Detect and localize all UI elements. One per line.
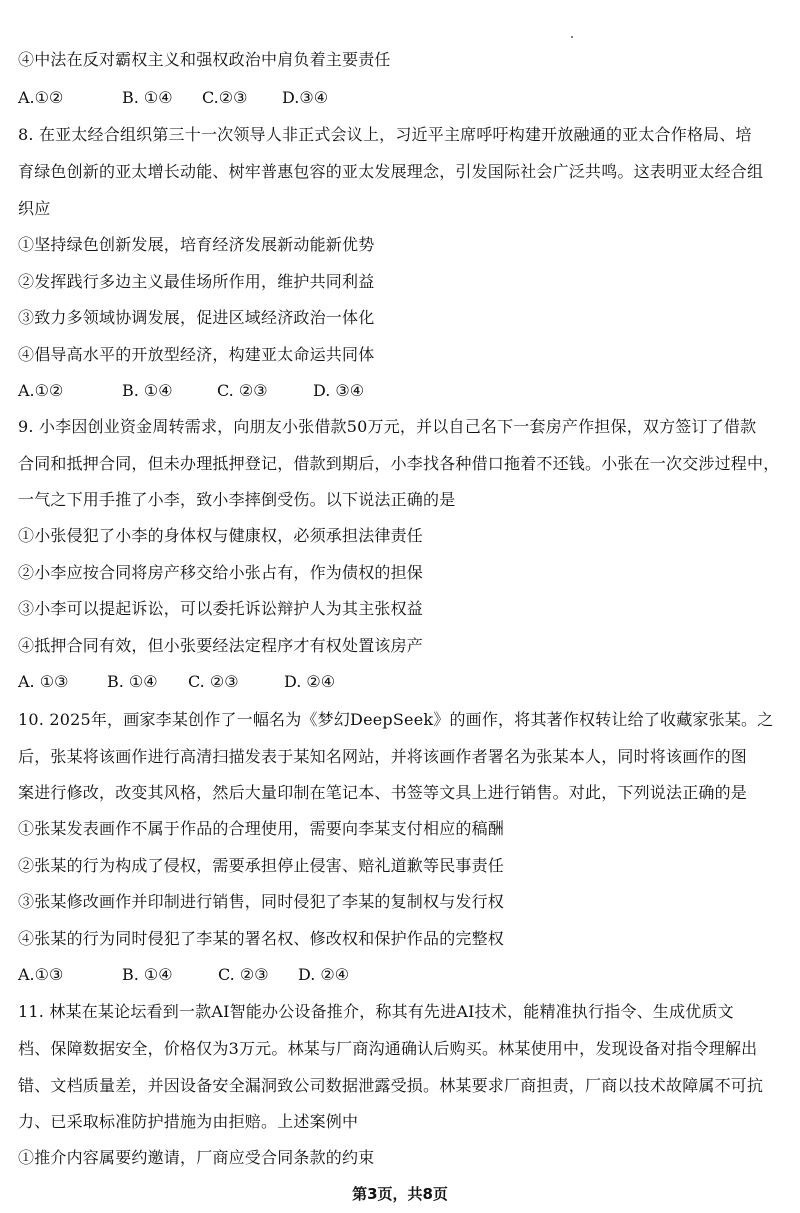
page-number-footer: 第3页，共8页 (352, 1185, 448, 1203)
q9-statement-4: ④抵押合同有效，但小张要经法定程序才有权处置该房产 (18, 636, 424, 655)
q10-option-c: C. ②③ (218, 965, 269, 984)
q11-stem-line-4: 力、已采取标准防护措施为由拒赔。上述案例中 (18, 1112, 359, 1131)
q11-statement-1: ①推介内容属要约邀请，厂商应受合同条款的约束 (18, 1148, 375, 1167)
q7-option-c: C.②③ (202, 88, 248, 107)
q9-statement-1: ①小张侵犯了小李的身体权与健康权，必须承担法律责任 (18, 526, 424, 545)
q11-stem-line-1: 11. 林某在某论坛看到一款AI智能办公设备推介，称其有先进AI技术，能精准执行指令、生成优质文 (18, 1002, 734, 1021)
q8-stem-line-3: 织应 (18, 199, 51, 218)
q10-statement-4: ④张某的行为同时侵犯了李某的署名权、修改权和保护作品的完整权 (18, 929, 505, 948)
q8-stem-line-2: 育绿色创新的亚太增长动能、树牢普惠包容的亚太发展理念，引发国际社会广泛共鸣。这表明亚太经合组 (18, 162, 764, 181)
q10-statement-2: ②张某的行为构成了侵权，需要承担停止侵害、赔礼道歉等民事责任 (18, 856, 505, 875)
q8-statement-1: ①坚持绿色创新发展，培育经济发展新动能新优势 (18, 235, 375, 254)
q9-statement-2: ②小李应按合同将房产移交给小张占有，作为债权的担保 (18, 563, 424, 582)
q10-stem-line-2: 后，张某将该画作进行高清扫描发表于某知名网站，并将该画作者署名为张某本人，同时将该画作的图 (18, 747, 748, 766)
q11-stem-line-2: 档、保障数据安全，价格仅为3万元。林某与厂商沟通确认后购买。林某使用中，发现设备对指令理解出 (18, 1039, 758, 1058)
q9-option-b: B. ①④ (107, 672, 158, 691)
q9-option-d: D. ②④ (284, 672, 336, 691)
q8-option-c: C. ②③ (217, 381, 268, 400)
scan-speck (571, 36, 573, 38)
q8-stem-line-1: 8. 在亚太经合组织第三十一次领导人非正式会议上，习近平主席呼吁构建开放融通的亚太合作格局、培 (18, 125, 752, 144)
q8-option-b: B. ①④ (122, 381, 173, 400)
q7-option-d: D.③④ (282, 88, 329, 107)
q8-statement-4: ④倡导高水平的开放型经济，构建亚太命运共同体 (18, 345, 375, 364)
q8-option-a: A.①② (18, 381, 64, 400)
q11-stem-line-3: 错、文档质量差，并因设备安全漏洞致公司数据泄露受损。林某要求厂商担责，厂商以技术故障属不可抗 (18, 1076, 764, 1095)
q10-option-d: D. ②④ (298, 965, 350, 984)
q10-option-a: A.①③ (18, 965, 64, 984)
q7-option-a: A.①② (18, 88, 64, 107)
q10-option-b: B. ①④ (122, 965, 173, 984)
q10-stem-line-1: 10. 2025年，画家李某创作了一幅名为《梦幻DeepSeek》的画作，将其著作权转让给了收藏家张某。之 (18, 710, 774, 729)
q8-option-d: D. ③④ (313, 381, 365, 400)
q8-statement-2: ②发挥践行多边主义最佳场所作用，维护共同利益 (18, 272, 375, 291)
q9-stem-line-2: 合同和抵押合同，但未办理抵押登记，借款到期后，小李找各种借口拖着不还钱。小张在一次交涉过程中， (18, 454, 780, 473)
q7-option-b: B. ①④ (122, 88, 173, 107)
q9-stem-line-1: 9. 小李因创业资金周转需求，向朋友小张借款50万元，并以自己名下一套房产作担保，双方签订了借款 (18, 417, 757, 436)
q7-statement-4: ④中法在反对霸权主义和强权政治中肩负着主要责任 (18, 50, 391, 69)
q10-statement-3: ③张某修改画作并印制进行销售，同时侵犯了李某的复制权与发行权 (18, 892, 505, 911)
q10-statement-1: ①张某发表画作不属于作品的合理使用，需要向李某支付相应的稿酬 (18, 819, 505, 838)
q9-statement-3: ③小李可以提起诉讼，可以委托诉讼辩护人为其主张权益 (18, 599, 424, 618)
q8-statement-3: ③致力多领域协调发展，促进区域经济政治一体化 (18, 308, 375, 327)
q9-stem-line-3: 一气之下用手推了小李，致小李摔倒受伤。以下说法正确的是 (18, 490, 456, 509)
q9-option-c: C. ②③ (188, 672, 239, 691)
q9-option-a: A. ①③ (18, 672, 69, 691)
q10-stem-line-3: 案进行修改，改变其风格，然后大量印制在笔记本、书签等文具上进行销售。对此，下列说法正确的是 (18, 783, 748, 802)
